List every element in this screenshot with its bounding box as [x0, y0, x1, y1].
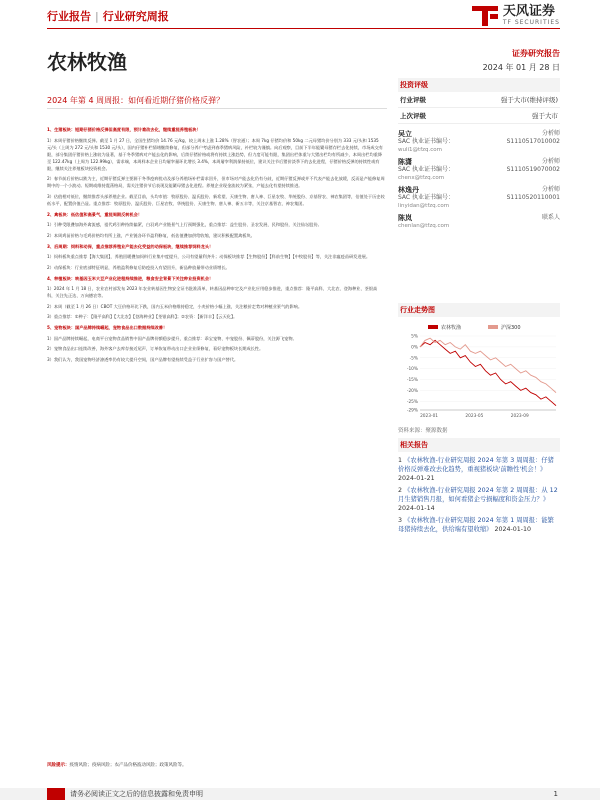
footer-bar — [47, 788, 65, 800]
report-date: 2024 年 01 月 28 日 — [482, 63, 560, 72]
y-tick-label: 0% — [411, 345, 418, 351]
prev-rating-row — [398, 108, 560, 124]
analyst-cert: S1110520110001 — [506, 194, 560, 201]
risk-note — [47, 762, 547, 768]
related-date: 2024-01-21 — [398, 475, 435, 482]
brand-logo — [472, 4, 560, 26]
footer-disclaimer: 请务必阅读正文之后的信息披露和免责申明 — [70, 790, 203, 798]
related-title[interactable]: 《农林牧渔-行业研究周报 2024 年第 3 周周报：仔猪价格反弹难改去化趋势，重视猪板块'前瞻性'机会！》 — [398, 457, 554, 473]
y-tick-label: -25% — [406, 399, 418, 405]
section-heading: 4、种植板块：转基因玉米大豆产业化进程持续推进，粮食安全背景下关注种业投资机会！ — [47, 275, 214, 281]
analyst-role: 分析师 — [541, 158, 560, 165]
header-sub: 行业研究周报 — [102, 10, 169, 23]
x-tick-label: 2023-05 — [465, 414, 484, 419]
related-head: 相关报告 — [398, 438, 560, 452]
logo-cn: 天风证券 — [502, 3, 555, 19]
analyst-email[interactable]: chenlan@tfzq.com — [398, 223, 450, 229]
body-paragraph: 1）2024 年 1 月 18 日，农业农村部发布 2023 年农业转基因生物安全证书批准清单，转基因品种审定及产业化应用稳步推进，重点推荐：隆平高科、大北农、登海种业、荃银高科，关注先正达、万向德农等。 — [47, 286, 378, 298]
legend-swatch-a — [428, 325, 438, 329]
report-header — [47, 8, 169, 24]
related-no: 2 — [398, 487, 403, 494]
trend-head: 行业走势图 — [398, 303, 560, 317]
analyst-email[interactable]: linyidan@tfzq.com — [398, 203, 450, 209]
analyst-cert-label: SAC 执业证书编号： — [398, 166, 455, 173]
industry-rating-row — [398, 92, 560, 108]
related-report-item[interactable] — [398, 516, 560, 534]
industry-rating-value: 强于大市(维持评级) — [500, 96, 558, 104]
header-category: 行业报告 — [47, 10, 91, 23]
body-paragraph: 3）估值相对低位，继续推荐头部养殖企业。截至目前，头均市值：牧原股份、温氏股份、新希望、天康生物、唐人神、巨星农牧、华统股份、京基智农、神农集团等，估值处于历史较低水平，配置价值凸显。重点推荐：牧原股份、温氏股份、巨星农牧、华统股份、天康生物、唐人神、新五丰等，关注京基智农、神农集团。 — [47, 193, 385, 206]
prev-rating-value: 强于大市 — [532, 112, 558, 120]
section-heading: 2、禽板块：低估值和高景气，重视周期反转机会！ — [47, 211, 143, 217]
related-report-item[interactable] — [398, 486, 560, 513]
report-body — [47, 122, 385, 366]
body-paragraph: 3）我们认为，我国宠物经济渗透率仍有较大提升空间，国产品牌有望持续受益于行业扩容与国产替代。 — [47, 356, 239, 362]
body-paragraph: 2）春节前后价格以跌为主，近期仔猪反弹主要源于冬季疫病扰动及部分养殖场补栏需求回升，但市场对产能去化仍有分歧，近期仔猪反弹或并不代表产能去化放缓，反而是产能修复周期中的一个小波动。短期或维持震荡格局，需关注猪价节后表现及能繁母猪去化进程。养殖企业现金流较为紧张，产能去化有望持续推进。 — [47, 176, 385, 188]
rating-head: 投资评级 — [398, 78, 560, 92]
analyst-name: 林逸丹 — [398, 186, 419, 194]
related-title[interactable]: 《农林牧渔-行业研究周报 2024 年第 2 周周报：从 12 月生猪销售月报，如何看猪企亏损幅度和资金压力？》 — [398, 487, 558, 503]
industry-rating-label: 行业评级 — [400, 96, 426, 104]
footer — [0, 788, 600, 800]
page-title: 农林牧渔 — [47, 50, 127, 74]
analyst-cert: S1110519070002 — [506, 166, 560, 173]
related-no: 1 — [398, 457, 403, 464]
body-paragraph: 1）国产品牌持续崛起，电商平台宠物食品销售中国产品牌份额稳步提升，重点推荐：乖宝宠物、中宠股份、佩蒂股份，关注源飞宠物。 — [47, 335, 297, 341]
risk-label: 风险提示： — [47, 763, 70, 768]
related-date: 2024-01-14 — [398, 505, 435, 512]
related-date: 2024-01-10 — [494, 526, 532, 533]
report-subtitle: 2024 年第 4 周周报：如何看近期仔猪价格反弹？ — [47, 96, 225, 105]
body-paragraph: 3）重点推荐：①种子：【隆平高科】【大北农】【登海种业】【荃银高科】；②农资：【新洋丰】【云天化】。 — [47, 314, 238, 319]
sidebar — [398, 78, 560, 234]
analyst-card — [398, 130, 560, 154]
x-tick-label: 2023-09 — [510, 414, 529, 419]
y-tick-label: 5% — [411, 334, 418, 340]
analyst-role: 分析师 — [541, 130, 560, 137]
legend-label-a: 农林牧渔 — [441, 325, 462, 331]
analyst-email[interactable]: wuli1@tfzq.com — [398, 147, 443, 153]
analyst-card — [398, 186, 560, 210]
analyst-role: 分析师 — [541, 186, 560, 193]
analyst-card — [398, 214, 560, 230]
y-tick-label: -15% — [406, 378, 418, 384]
related-reports — [398, 456, 560, 537]
section-heading: 1、生猪板块：短期仔猪价格反弹但高度有限，预计难改去化，继续重视养殖板块！ — [47, 127, 201, 132]
related-no: 3 — [398, 517, 403, 524]
analyst-cert-label: SAC 执业证书编号： — [398, 194, 455, 201]
prev-rating-label: 上次评级 — [400, 112, 426, 120]
page-number: 1 — [553, 790, 558, 798]
analyst-cert: S1110517010002 — [506, 138, 560, 145]
body-paragraph: 2）动保板块：行业底部特征明显，养殖盈利修复后防疫投入有望回升，新品种放量带动业绩增长。 — [47, 264, 230, 270]
logo-en: TF SECURITIES — [502, 18, 560, 26]
body-paragraph: 1）引种受限叠加海外禽流感，祖代鸡引种持续偏紧，白羽鸡产业链景气上行预期强化，重点推荐：益生股份、圣农发展、民和股份，关注仙坛股份。 — [47, 222, 322, 227]
logo-mark-icon — [472, 4, 498, 26]
body-paragraph: 2）宠物食品出口连续改善，海外客户去库存接近尾声，订单恢复带动出口企业业绩修复，看好宠物板块长期成长性。 — [47, 346, 264, 351]
analyst-name: 陈潇 — [398, 158, 412, 166]
y-tick-label: -10% — [406, 367, 418, 373]
header-separator: | — [95, 10, 99, 23]
body-paragraph: 1）饲料板块重点推荐【海大集团】，养殖回暖叠加饲料行业集中度提升，公司有望量利齐升；动保板块推荐【生物股份】【科前生物】【中牧股份】等，关注非瘟疫苗研发进展。 — [47, 254, 371, 259]
analyst-email[interactable]: chenx@tfzq.com — [398, 175, 445, 181]
section-heading: 5、宠物板块：国产品牌持续崛起，宠物食品出口数据持续改善！ — [47, 325, 168, 330]
y-tick-label: -20% — [406, 388, 418, 394]
legend-swatch-b — [488, 325, 498, 329]
industry-trend-chart — [398, 322, 560, 422]
analyst-name: 吴立 — [398, 130, 412, 138]
chart-source: 资料来源：聚源数据 — [398, 428, 448, 434]
analyst-name: 陈岚 — [398, 214, 412, 222]
y-tick-label: -29% — [406, 408, 418, 414]
body-paragraph: 2）本周鸡苗价格与毛鸡价格均有所上涨，产业链各环节盈利修复，低估值叠加供给收缩，建议积极配置禽板块。 — [47, 232, 255, 238]
report-type: 证券研究报告 — [512, 49, 560, 58]
section-heading: 3、后周期：饲料和动保，重点推荐养殖业产能去化受益的动保板块，继续推荐饲料龙头！ — [47, 243, 214, 249]
analyst-cert-label: SAC 执业证书编号： — [398, 138, 455, 145]
analyst-card — [398, 158, 560, 182]
analyst-list — [398, 130, 560, 230]
header-rule — [47, 28, 560, 29]
related-report-item[interactable] — [398, 456, 560, 483]
related-title[interactable]: 《农林牧渔-行业研究周报 2024 年第 1 周周报：能繁母猪持续去化，供给端有望收缩》 — [398, 517, 554, 533]
series-line-0 — [420, 340, 556, 405]
legend-label-b: 沪深300 — [501, 325, 521, 331]
body-paragraph: 2）本周（截至 1 月 26 日）CBOT 大豆价格环比下跌，国内玉米价格维持稳定，小麦价格小幅上涨，关注粮价走势对种植业景气的影响。 — [47, 303, 303, 309]
subtitle-rule — [47, 108, 387, 109]
y-tick-label: -5% — [409, 356, 418, 362]
series-line-1 — [420, 338, 556, 392]
body-paragraph: 1）本周仔猪价格继续反弹。截至 1 月 27 日，全国生猪均价 14.76 元/kg，较上周末上涨 1.28%（智农通）；本周 7kg 仔猪均价和 50kg 二元母猪均价分别为 333 元/头和 1535 元/头（上周为 272 元/头和 1530 元/头），国内仔猪补栏情绪继续修复，但部分养户考虑到春季猪病风险，补栏较为谨慎。向后观察，目前下半年能繁母猪存栏去化持续，市场成交有限，部分集团仔猪价格上涨较为显著，基于冬季猪病对产能去化的影响，后续仔猪价格或将有持续上涨趋势，但力度可能有限，集团出栏体重与大猪出栏均有所减少，本周出栏均重降至 122.47kg（上周为 122.99kg），需求端，本周样本企业日均屠宰量环比增长 3.4%，本周屠宰利润保持低位，建议关注节后猪价淡季下的去化进程，仔猪价格反弹的持续性或有限，继续关注养殖板块投资机会。 — [47, 137, 383, 171]
analyst-role: 联系人 — [541, 214, 560, 221]
risk-text: 疫情风险；疫病风险；农产品价格波动风险；政策风险等。 — [69, 763, 187, 768]
x-tick-label: 2023-01 — [420, 414, 439, 419]
